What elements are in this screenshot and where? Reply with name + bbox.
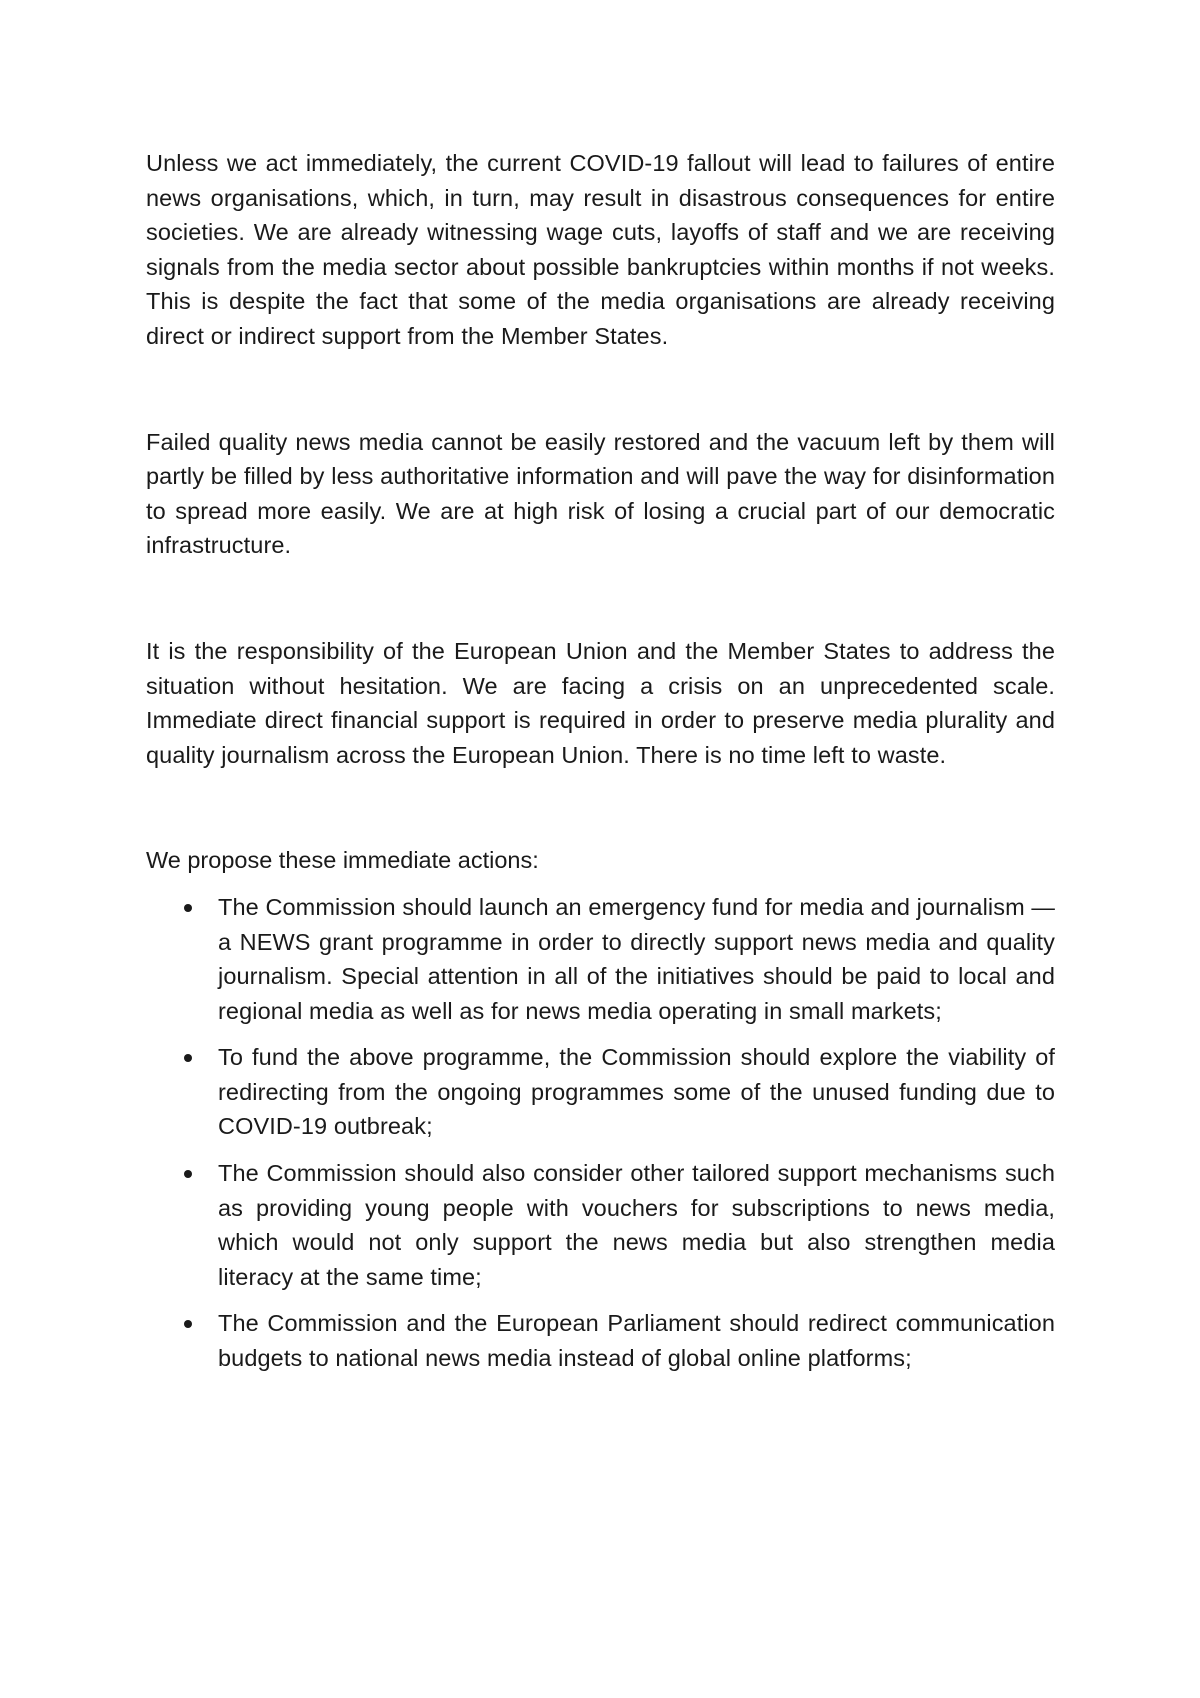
paragraph-covid-fallout: Unless we act immediately, the current COVID-19 fallout will lead to failures of entire news organisations, which, in turn, may result in disastrous consequences for entire societies. We are already witnessing wage cuts, layoffs of staff and we are receiving signals from the media sector about possible bankruptcies within months if not weeks. This is despite the fact that some of the media organisations are already receiving direct or indirect support from the Member States. — [146, 150, 1055, 349]
action-text: The Commission and the European Parliament should redirect communication budgets to national news media instead of global online platforms; — [218, 1310, 1055, 1372]
bullet-icon — [184, 1054, 192, 1062]
action-text: The Commission should launch an emergency fund for media and journalism — a NEWS grant programme in order to directly support news media and quality journalism. Special attention in all of the initiatives should be paid to local and regional media as well as for news media operating in small markets; — [218, 893, 1055, 1024]
bullet-icon — [184, 1170, 192, 1178]
bullet-icon — [184, 1320, 192, 1328]
paragraph-eu-responsibility: It is the responsibility of the European Union and the Member States to address the situation without hesitation. We are facing a crisis on an unprecedented scale. Immediate direct financial support is required in order to preserve media plurality and quality journalism across the European Union. There is no time left to waste. — [146, 637, 1055, 768]
actions-list — [146, 890, 1055, 1376]
action-item-vouchers — [146, 1156, 1055, 1294]
action-item-emergency-fund — [146, 890, 1055, 1028]
action-item-redirect-funding — [146, 1040, 1055, 1144]
bullet-icon — [184, 904, 192, 912]
action-text: To fund the above programme, the Commission should explore the viability of redirecting from the ongoing programmes some of the unused funding due to COVID-19 outbreak; — [218, 1044, 1055, 1140]
document-page — [146, 146, 1055, 1376]
actions-intro: We propose these immediate actions: — [146, 847, 539, 874]
paragraph-failed-media: Failed quality news media cannot be easily restored and the vacuum left by them will partly be filled by less authoritative information and will pave the way for disinformation to spread more easily. We are at high risk of losing a crucial part of our democratic infrastructure. — [146, 428, 1055, 559]
action-text: The Commission should also consider other tailored support mechanisms such as providing young people with vouchers for subscriptions to news media, which would not only support the news media but also strengthen media literacy at the same time; — [218, 1160, 1055, 1290]
action-item-communication-budgets — [146, 1306, 1055, 1375]
